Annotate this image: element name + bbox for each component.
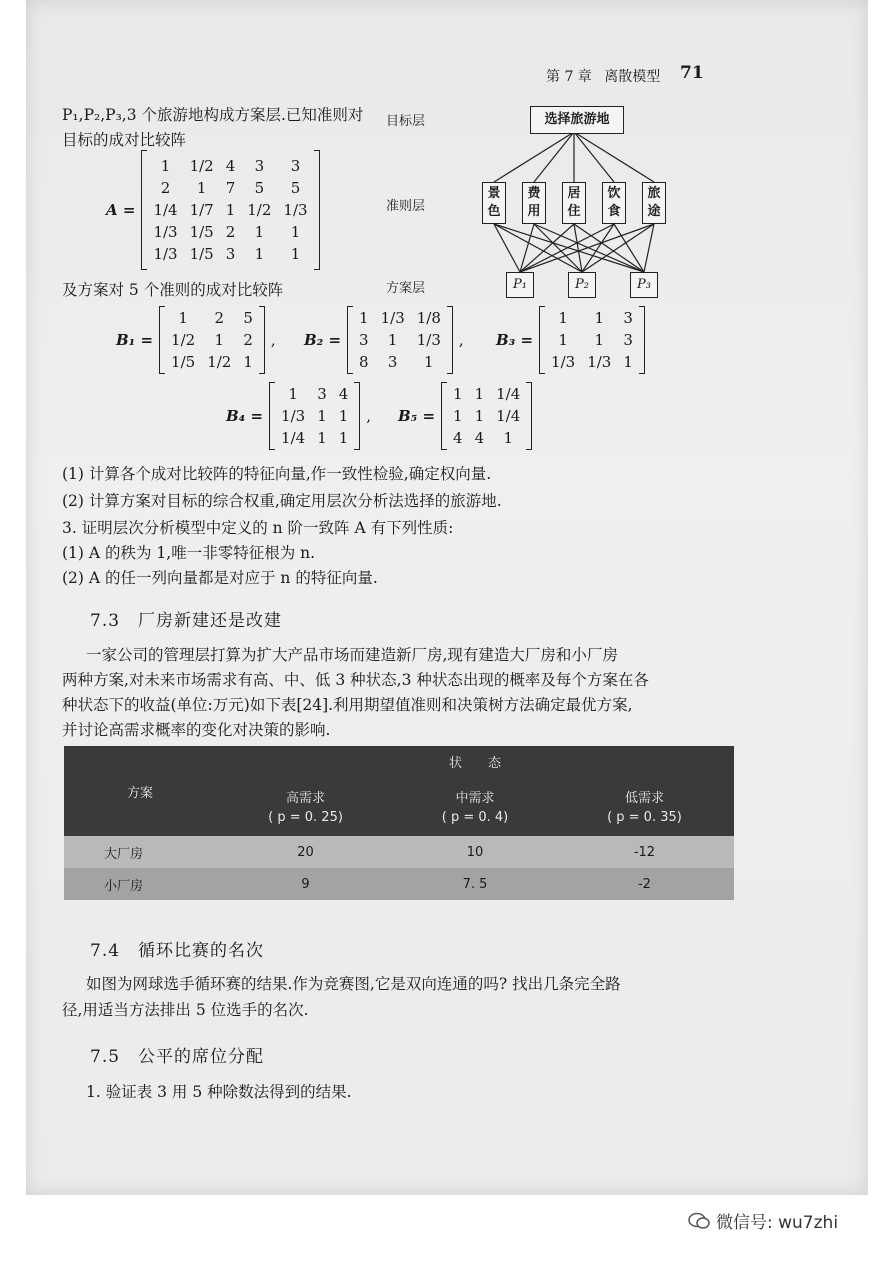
matrix-cell: 1/7 (189, 201, 214, 219)
matrix-row (353, 351, 447, 373)
row-plan: 小厂房 (104, 878, 144, 894)
state-low-name: 低需求 (624, 791, 664, 806)
matrix-cell: 4 (453, 429, 463, 447)
matrix-a-label: A = (106, 201, 136, 219)
matrix-cell: 5 (254, 179, 265, 197)
matrix-cell: 1/8 (416, 309, 441, 327)
matrix-cell: 1 (558, 331, 568, 349)
matrix-cell: 3 (225, 245, 236, 263)
criteria-layer-label: 准则层 (386, 199, 426, 214)
wechat-watermark (688, 1208, 838, 1233)
matrix-cell: 1 (178, 309, 188, 327)
matrix-cell: 1 (338, 407, 349, 425)
matrix-cell: 1 (338, 429, 349, 447)
section-7-3-para-3: 种状态下的收益(单位:万元)如下表[24].利用期望值准则和决策树方法确定最优方案, (62, 696, 633, 714)
page-number: 71 (680, 63, 704, 83)
state-high-prob: ( p = 0. 25) (268, 810, 343, 825)
matrix-cell: 1 (387, 331, 398, 349)
section-7-5-para-1: 1. 验证表 3 用 5 种除数法得到的结果. (86, 1083, 352, 1101)
matrix-cell: 1 (243, 353, 253, 371)
matrix-cell: 5 (290, 179, 301, 197)
matrix-row (275, 405, 354, 427)
question-2: (2) 计算方案对目标的综合权重,确定用层次分析法选择的旅游地. (62, 492, 502, 510)
matrix-row (353, 329, 447, 351)
matrix-cell: 1/2 (171, 331, 196, 349)
matrix-cell: 1 (359, 309, 369, 327)
matrix-cell: 3 (317, 385, 327, 403)
matrix-cell: 4 (225, 157, 236, 175)
matrix-cell: 1/2 (207, 353, 232, 371)
matrix-cell: 1 (623, 353, 633, 371)
matrix-cell: 5 (243, 309, 253, 327)
table-row (64, 868, 734, 900)
matrix-cell: 1 (317, 429, 327, 447)
criteria-node: 饮食 (602, 182, 626, 224)
matrix-b4-bracket-right (354, 382, 360, 450)
matrix-cell: 3 (623, 309, 633, 327)
matrix-a-table (147, 155, 313, 265)
matrix-cell: 1 (160, 157, 171, 175)
matrix-b2-bracket-right (447, 306, 453, 374)
header-high-demand (216, 776, 395, 836)
header-state: 状 态 (216, 746, 734, 776)
matrix-row (275, 383, 354, 405)
cell-value: 7. 5 (462, 876, 488, 892)
criteria-node: 居住 (562, 182, 586, 224)
matrix-cell: 1/3 (281, 407, 306, 425)
matrix-cell: 1/3 (587, 353, 612, 371)
matrix-cell: 1/4 (153, 201, 178, 219)
matrix-cell: 1/5 (171, 353, 196, 371)
matrix-cell: 1 (254, 223, 265, 241)
matrix-cell: 1/2 (247, 201, 272, 219)
matrix-cell: 1 (225, 201, 236, 219)
criteria-node: 景色 (482, 182, 506, 224)
wechat-icon (688, 1212, 710, 1230)
section-7-5-title: 7.5 公平的席位分配 (90, 1047, 265, 1067)
alternatives-layer-label: 方案层 (386, 281, 426, 296)
matrix-b3-label: B₃ = (496, 331, 534, 349)
matrix-row (447, 405, 526, 427)
matrix-b2: B₂ = 1 1/3 1/8 3 1 1/3 8 3 1 , (304, 306, 464, 374)
matrix-b4: B₄ = 1 3 4 1/3 1 1 1/4 1 1 , (226, 382, 371, 450)
matrix-row (147, 243, 313, 265)
alternative-node: P₁ (506, 272, 534, 298)
matrix-cell: 1 (196, 179, 207, 197)
matrix-a-bracket-right (314, 150, 320, 270)
chapter-title: 离散模型 (604, 69, 661, 85)
matrix-cell: 1/3 (380, 309, 405, 327)
matrix-b5-label: B₅ = (398, 407, 436, 425)
matrix-cell: 3 (359, 331, 369, 349)
matrix-b5-bracket-right (526, 382, 532, 450)
matrix-b4-label: B₄ = (226, 407, 264, 425)
matrix-row (165, 329, 259, 351)
matrix-cell: 1 (594, 331, 605, 349)
matrix-cell: 3 (254, 157, 265, 175)
matrix-cell: 1/2 (189, 157, 214, 175)
matrix-b1-bracket-right (259, 306, 265, 374)
matrix-row (447, 427, 526, 449)
matrix-cell: 1/4 (281, 429, 306, 447)
matrix-cell: 7 (225, 179, 236, 197)
state-low-prob: ( p = 0. 35) (607, 810, 682, 825)
matrix-row (545, 351, 639, 373)
matrix-cell: 1 (453, 407, 463, 425)
question-3: 3. 证明层次分析模型中定义的 n 阶一致阵 A 有下列性质: (62, 519, 454, 537)
matrix-cell: 1 (474, 407, 485, 425)
matrix-cell: 1 (594, 309, 605, 327)
matrix-row (275, 427, 354, 449)
state-medium-prob: ( p = 0. 4) (441, 810, 509, 825)
matrix-row (147, 199, 313, 221)
table-row (64, 836, 734, 868)
header-low-demand (555, 776, 734, 836)
state-high-name: 高需求 (286, 791, 326, 806)
book-page (26, 0, 868, 1195)
matrix-cell: 1 (424, 353, 434, 371)
section-7-4-title: 7.4 循环比赛的名次 (90, 941, 265, 961)
matrix-cell: 1 (254, 245, 265, 263)
matrix-cell: 1 (288, 385, 298, 403)
matrix-cell: 1/4 (496, 407, 521, 425)
matrix-a (106, 150, 320, 270)
matrix-cell: 1 (290, 245, 301, 263)
section-7-4-para-1: 如图为网球选手循环赛的结果.作为竞赛图,它是双向连通的吗? 找出几条完全路 (86, 975, 621, 993)
matrix-cell: 1 (503, 429, 513, 447)
matrix-cell: 1/3 (153, 223, 178, 241)
matrix-b3 (496, 306, 645, 374)
watermark-text: 微信号: wu7zhi (716, 1213, 839, 1233)
matrix-cell: 1/3 (283, 201, 308, 219)
matrix-row (165, 307, 259, 329)
cell-value: -12 (633, 844, 656, 860)
matrix-b1: B₁ = 1 2 5 1/2 1 2 1/5 1/2 1 , (116, 306, 276, 374)
matrix-cell: 1/4 (496, 385, 521, 403)
header-medium-demand (395, 776, 555, 836)
chapter-number: 第 7 章 (546, 69, 592, 85)
section-7-3-para-2: 两种方案,对未来市场需求有高、中、低 3 种状态,3 种状态出现的概率及每个方案在各 (62, 671, 649, 689)
criteria-intro: 及方案对 5 个准则的成对比较阵 (62, 281, 284, 299)
alternative-node: P₃ (630, 272, 658, 298)
goal-layer-label: 目标层 (386, 114, 426, 129)
chapter-header (546, 66, 660, 86)
matrix-b3-bracket-right (639, 306, 645, 374)
matrix-cell: 3 (623, 331, 633, 349)
cell-value: 10 (466, 844, 484, 860)
matrix-cell: 1/5 (189, 245, 214, 263)
cell-value: -2 (637, 876, 651, 892)
intro-line-1: P₁,P₂,P₃,3 个旅游地构成方案层.已知准则对 (62, 106, 364, 124)
matrix-row (353, 307, 447, 329)
matrix-row (147, 221, 313, 243)
matrix-cell: 4 (338, 385, 349, 403)
matrix-cell: 1 (317, 407, 327, 425)
matrix-cell: 3 (290, 157, 301, 175)
criteria-node: 旅途 (642, 182, 666, 224)
matrix-row (165, 351, 259, 373)
intro-line-2: 目标的成对比较阵 (62, 131, 187, 149)
section-7-3-para-4: 并讨论高需求概率的变化对决策的影响. (62, 721, 331, 739)
matrix-cell: 4 (474, 429, 485, 447)
matrix-cell: 2 (225, 223, 236, 241)
matrix-row (545, 307, 639, 329)
matrix-b1-label: B₁ = (116, 331, 154, 349)
matrix-row (545, 329, 639, 351)
matrix-cell: 1 (558, 309, 568, 327)
matrix-cell: 1 (290, 223, 301, 241)
matrix-cell: 2 (160, 179, 171, 197)
matrix-row (147, 155, 313, 177)
matrix-cell: 8 (359, 353, 369, 371)
matrix-cell: 1 (453, 385, 463, 403)
matrix-cell: 1/3 (153, 245, 178, 263)
matrix-cell: 1/3 (551, 353, 576, 371)
question-1: (1) 计算各个成对比较阵的特征向量,作一致性检验,确定权向量. (62, 465, 492, 483)
cell-value: 20 (297, 844, 314, 860)
matrix-b2-label: B₂ = (304, 331, 342, 349)
matrix-cell: 3 (387, 353, 398, 371)
question-3b: (2) A 的任一列向量都是对应于 n 的特征向量. (62, 569, 378, 587)
section-7-3-para-1: 一家公司的管理层打算为扩大产品市场而建造新厂房,现有建造大厂房和小厂房 (86, 646, 618, 664)
question-3a: (1) A 的秩为 1,唯一非零特征根为 n. (62, 544, 316, 562)
matrix-cell: 2 (214, 309, 225, 327)
matrix-cell: 2 (243, 331, 253, 349)
hierarchy-diagram (386, 100, 726, 300)
matrix-row (147, 177, 313, 199)
matrix-b5 (398, 382, 532, 450)
matrix-cell: 1/5 (189, 223, 214, 241)
state-medium-name: 中需求 (455, 791, 495, 806)
matrix-row (447, 383, 526, 405)
row-plan: 大厂房 (104, 846, 144, 862)
header-plan: 方案 (64, 746, 216, 836)
matrix-cell: 1 (214, 331, 225, 349)
section-7-3-title: 7.3 厂房新建还是改建 (90, 611, 283, 631)
matrix-cell: 1/3 (416, 331, 441, 349)
criteria-node: 费用 (522, 182, 546, 224)
cell-value: 9 (301, 876, 310, 892)
decision-table (64, 746, 734, 900)
section-7-4-para-2: 径,用适当方法排出 5 位选手的名次. (62, 1001, 309, 1019)
matrix-cell: 1 (474, 385, 485, 403)
goal-node: 选择旅游地 (530, 106, 624, 134)
alternative-node: P₂ (568, 272, 596, 298)
